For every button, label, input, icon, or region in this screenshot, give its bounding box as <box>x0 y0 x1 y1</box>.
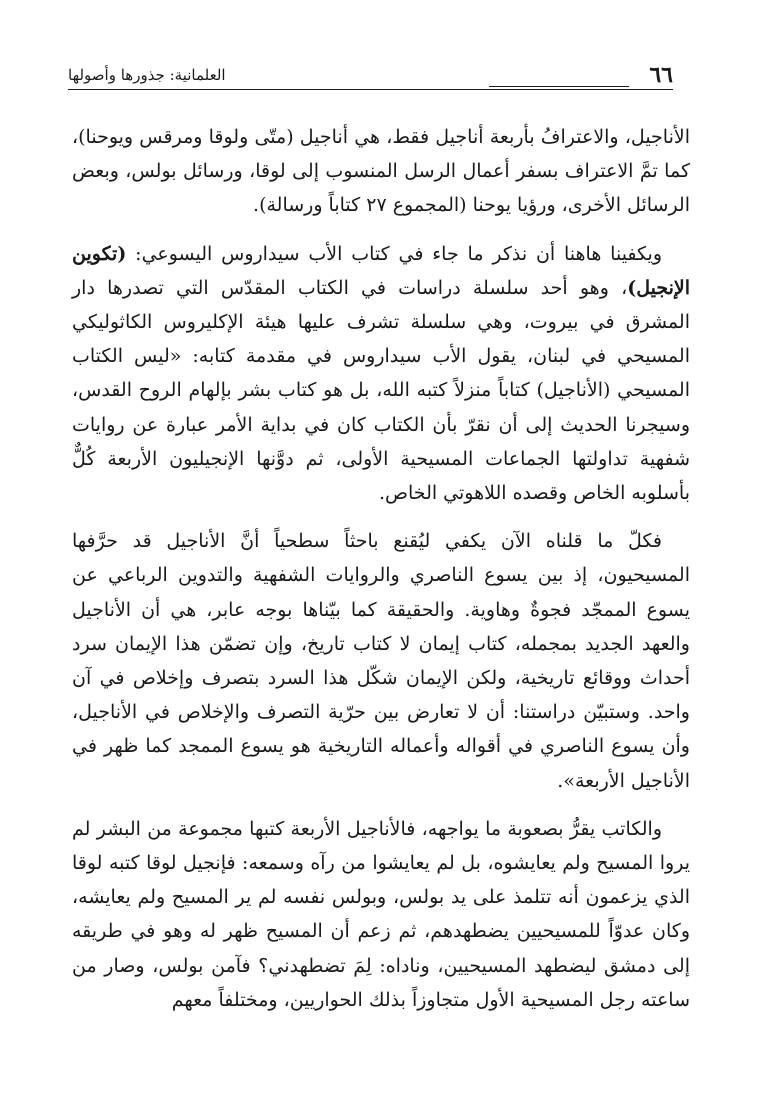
paragraph-3: فكلّ ما قلناه الآن يكفي ليُقنع باحثاً سطحياً أنَّ الأناجيل قد حرَّفها المسيحيون، إذ بين يسوع الناصري والروايات الشفهية والتدوين الرباعي عن يسوع الممجّد فجوةٌ وهاوية. والحقيقة كما بيّناها بوجه عابر، هي أن الأناجيل والعهد الجديد بمجمله، كتاب إيمان لا كتاب تاريخ، وإن تضمّن هذا الإيمان سرد أحداث ووقائع تاريخية، ولكن الإيمان شكّل هذا السرد بتصرف وإخلاص في آن واحد. وستبيّن دراستنا: أن لا تعارض بين حرّية التصرف والإخلاص في الأناجيل، وأن يسوع الناصري في أقواله وأعماله التاريخية هو يسوع الممجد كما ظهر في الأناجيل الأربعة». <box>72 530 690 792</box>
page-number: ٦٦ <box>649 62 673 88</box>
paragraph-2-intro: ويكفينا هاهنا أن نذكر ما جاء في كتاب الأب سيداروس اليسوعي: <box>126 242 662 265</box>
paragraph-4: والكاتب يقرُّ بصعوبة ما يواجهه، فالأناجيل الأربعة كتبها مجموعة من البشر لم يروا المسيح ولم يعايشوه، بل لم يعايشوا من رآه وسمعه: فإنجيل لوقا كتبه لوقا الذي يزعمون أنه تتلمذ على يد بولس، وبولس نفسه لم ير المسيح ولم يعايشه، وكان عدوّاً للمسيحيين يضطهدهم، ثم زعم أن المسيح ظهر له وهو في طريقه إلى دمشق ليضطهد المسيحيين، وناداه: لِمَ تضطهدني؟ فآمن بولس، وصار من ساعته رجل المسيحية الأول متجاوزاً بذلك الحواريين، ومختلفاً معهم <box>72 817 690 1011</box>
header-rule <box>489 86 629 87</box>
paragraph-2 <box>72 237 690 511</box>
running-title: العلمانية: جذورها وأصولها <box>68 66 226 84</box>
book-title: (تكوين الإنجيل) <box>72 242 690 299</box>
header-base-rule <box>68 89 673 90</box>
body-text <box>72 120 690 1031</box>
paragraph-2-text: ، وهو أحد سلسلة دراسات في الكتاب المقدّس التي تصدرها دار المشرق في بيروت، وهي سلسلة تشرف عليها هيئة الإكليروس الكاثوليكي المسيحي في لبنان، يقول الأب سيداروس في مقدمة كتابه: «ليس الكتاب المسيحي (الأناجيل) كتاباً منزلاً كتبه الله، بل هو كتاب بشر بإلهام الروح القدس، وسيجرنا الحديث إلى أن نقرّ بأن الكتاب كان في بداية الأمر عبارة عن روايات شفهية تداولتها الجماعات المسيحية الأولى، ثم دوَّنها الإنجيليون الأربعة كُلٌّ بأسلوبه الخاص وقصده اللاهوتي الخاص. <box>72 276 690 505</box>
page-header <box>68 62 673 92</box>
paragraph-1: الأناجيل، والاعترافُ بأربعة أناجيل فقط، هي أناجيل (متّى ولوقا ومرقس ويوحنا)، كما تمَّ الاعتراف بسفر أعمال الرسل المنسوب إلى لوقا، ورسائل بولس، وبعض الرسائل الأخرى، ورؤيا يوحنا (المجموع ٢٧ كتاباً ورسالة). <box>72 126 690 217</box>
